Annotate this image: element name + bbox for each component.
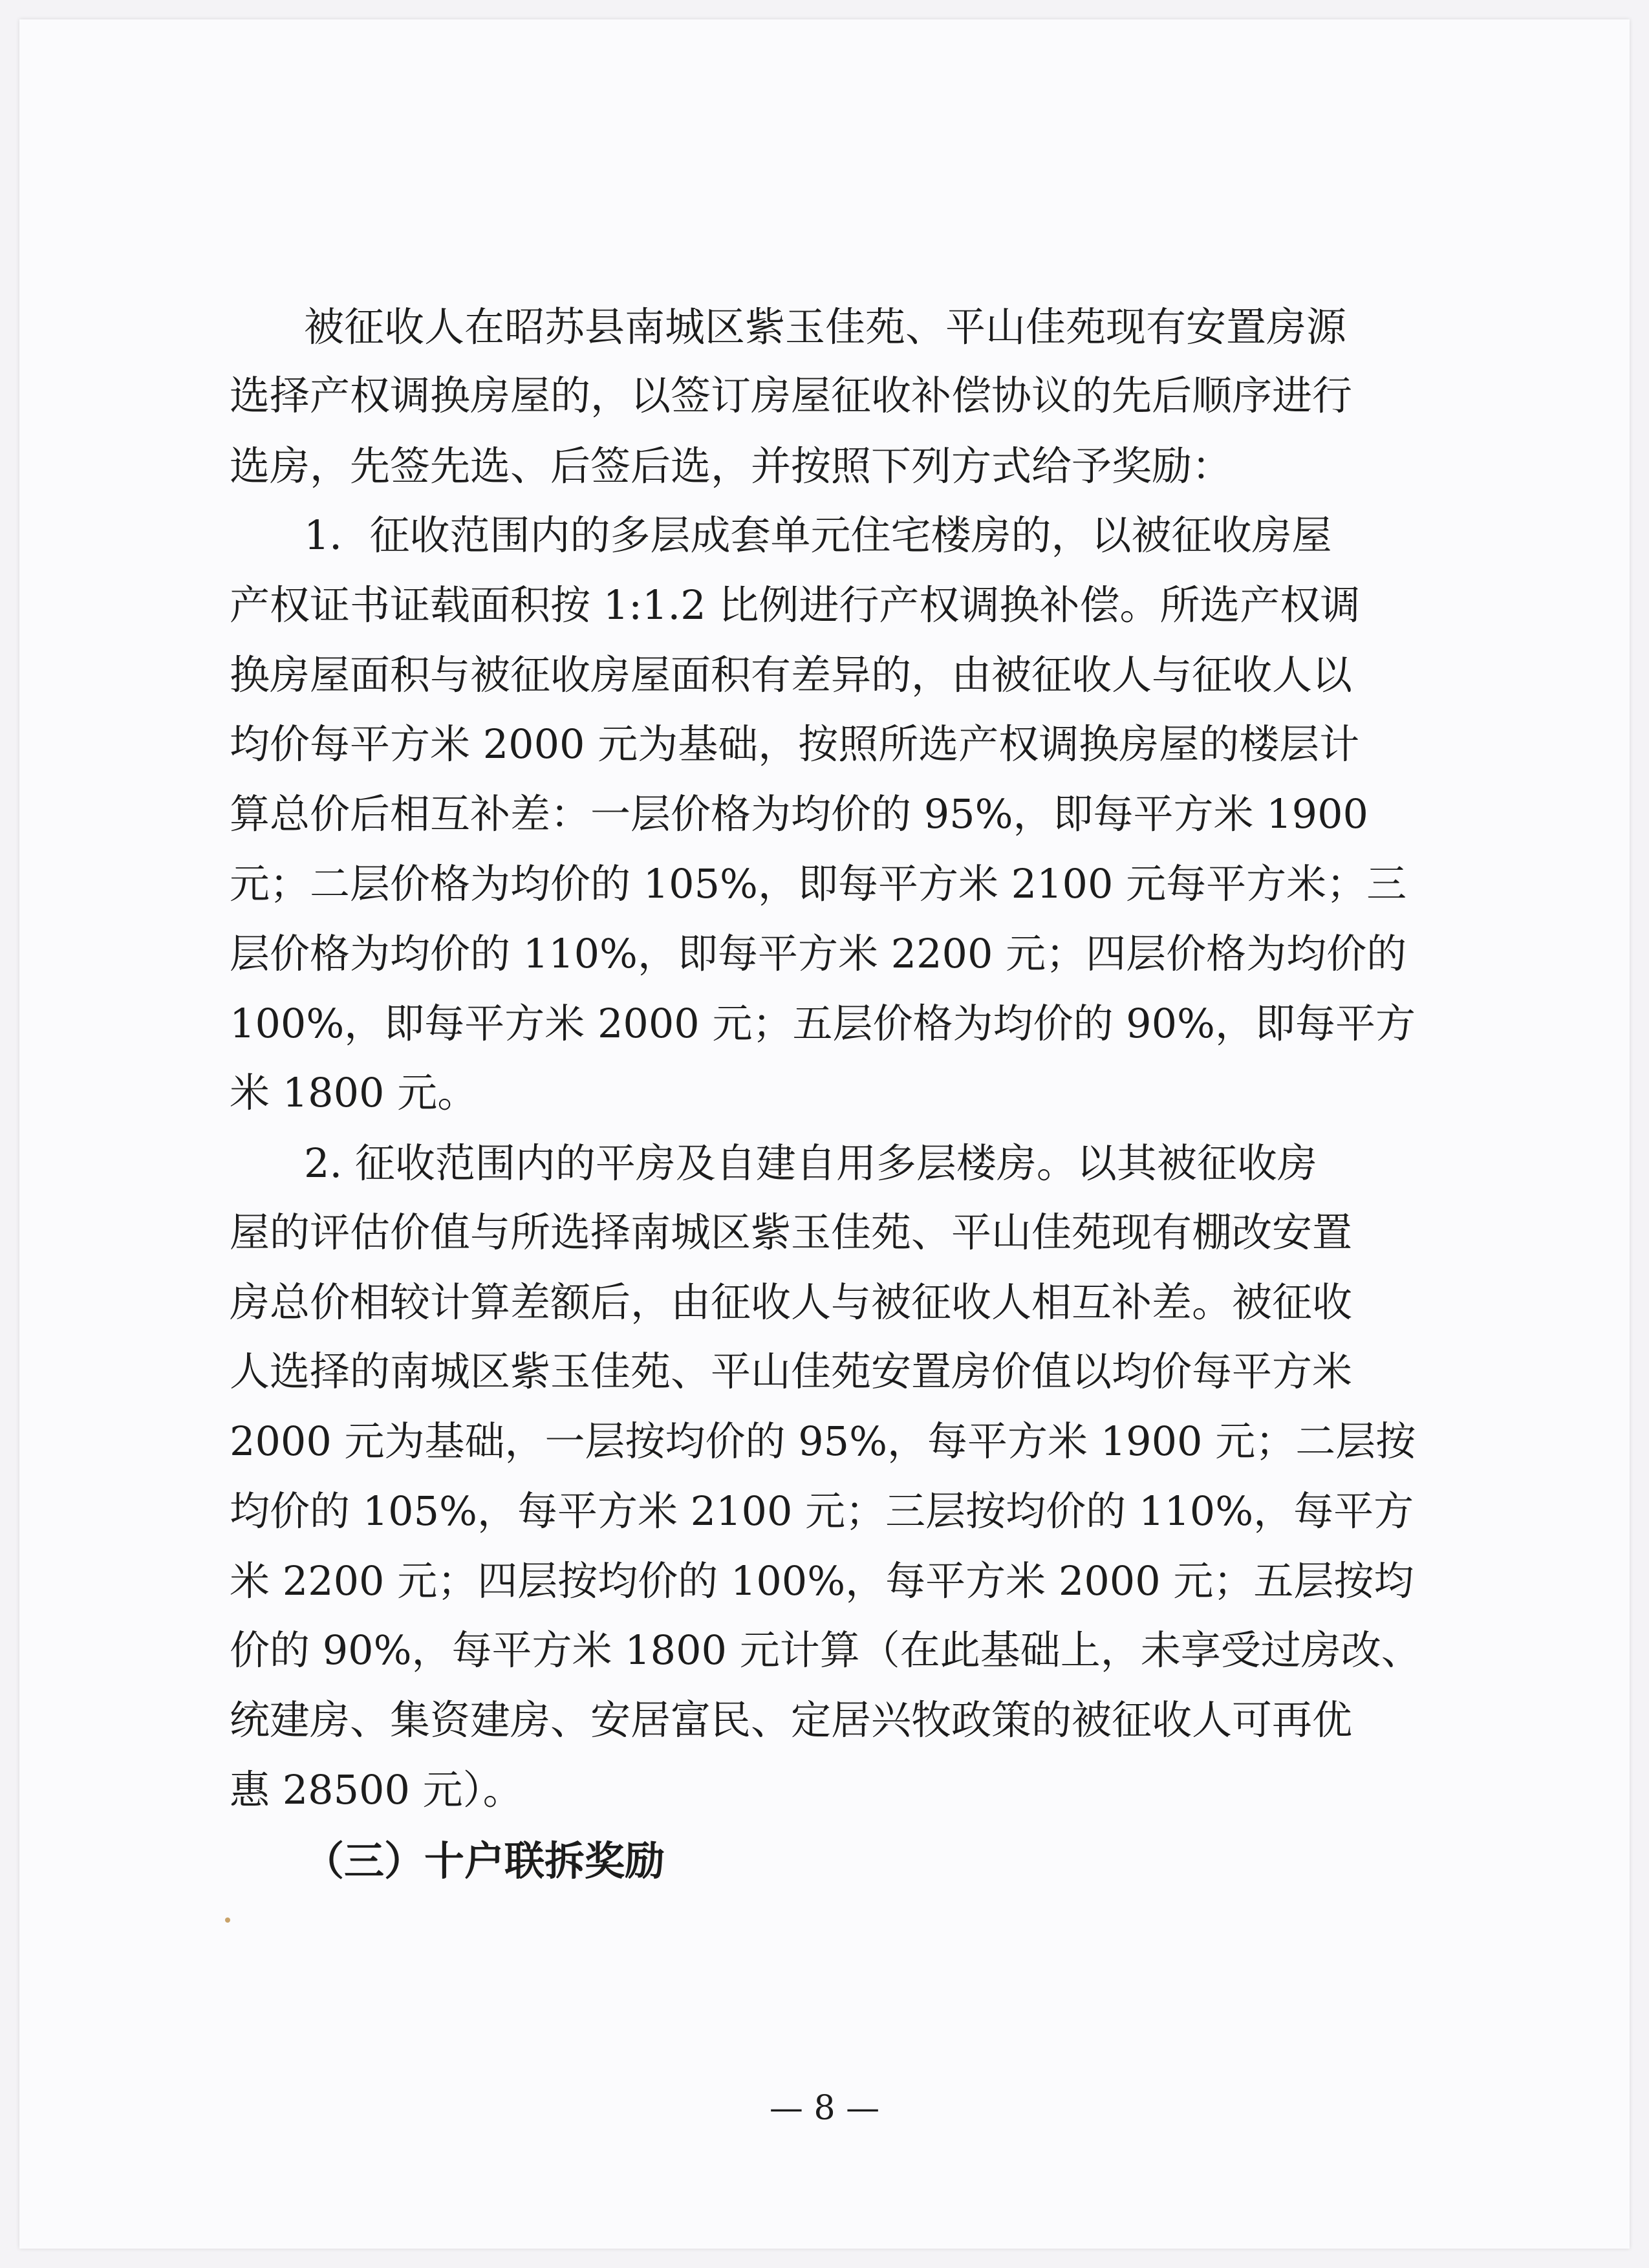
body-line-21: 统建房、集资建房、安居富民、定居兴牧政策的被征收人可再优: [230, 1696, 1353, 1744]
page-number: — 8 —: [769, 2089, 880, 2128]
body-line-9: 元；二层价格为均价的 105%，即每平方米 2100 元每平方米；三: [230, 860, 1407, 907]
body-line-8: 算总价后相互补差：一层价格为均价的 95%，即每平方米 1900: [230, 790, 1369, 837]
body-line-19: 米 2200 元；四层按均价的 100%，每平方米 2000 元；五层按均: [230, 1557, 1414, 1604]
body-line-17: 2000 元为基础，一层按均价的 95%，每平方米 1900 元；二层按: [230, 1418, 1416, 1465]
body-line-20: 价的 90%，每平方米 1800 元计算（在此基础上，未享受过房改、: [230, 1626, 1421, 1674]
body-line-10: 层价格为均价的 110%，即每平方米 2200 元；四层价格为均价的: [230, 930, 1407, 977]
body-line-16: 人选择的南城区紫玉佳苑、平山佳苑安置房价值以均价每平方米: [230, 1348, 1353, 1395]
section-heading: （三）十户联拆奖励: [304, 1837, 665, 1885]
body-line-14: 屋的评估价值与所选择南城区紫玉佳苑、平山佳苑现有棚改安置: [230, 1209, 1353, 1256]
paper-speck: [225, 1917, 230, 1923]
body-line-22: 惠 28500 元）。: [230, 1766, 523, 1813]
body-line-4: 1．征收范围内的多层成套单元住宅楼房的，以被征收房屋: [304, 512, 1332, 559]
body-line-3: 选房，先签先选、后签后选，并按照下列方式给予奖励：: [230, 442, 1233, 490]
body-line-6: 换房屋面积与被征收房屋面积有差异的，由被征收人与征收人以: [230, 651, 1353, 698]
body-line-1: 被征收人在昭苏县南城区紫玉佳苑、平山佳苑现有安置房源: [304, 303, 1347, 351]
document-page: [19, 19, 1630, 2249]
body-line-5: 产权证书证载面积按 1:1.2 比例进行产权调换补偿。所选产权调: [230, 581, 1361, 629]
body-line-18: 均价的 105%，每平方米 2100 元；三层按均价的 110%，每平方: [230, 1487, 1414, 1535]
body-line-12: 米 1800 元。: [230, 1069, 478, 1116]
body-line-2: 选择产权调换房屋的，以签订房屋征收补偿协议的先后顺序进行: [230, 372, 1353, 419]
body-line-13: 2. 征收范围内的平房及自建自用多层楼房。以其被征收房: [304, 1139, 1317, 1187]
body-line-11: 100%，即每平方米 2000 元；五层价格为均价的 90%，即每平方: [230, 1000, 1416, 1047]
body-line-7: 均价每平方米 2000 元为基础，按照所选产权调换房屋的楼层计: [230, 720, 1360, 768]
body-line-15: 房总价相较计算差额后，由征收人与被征收人相互补差。被征收: [230, 1279, 1353, 1326]
